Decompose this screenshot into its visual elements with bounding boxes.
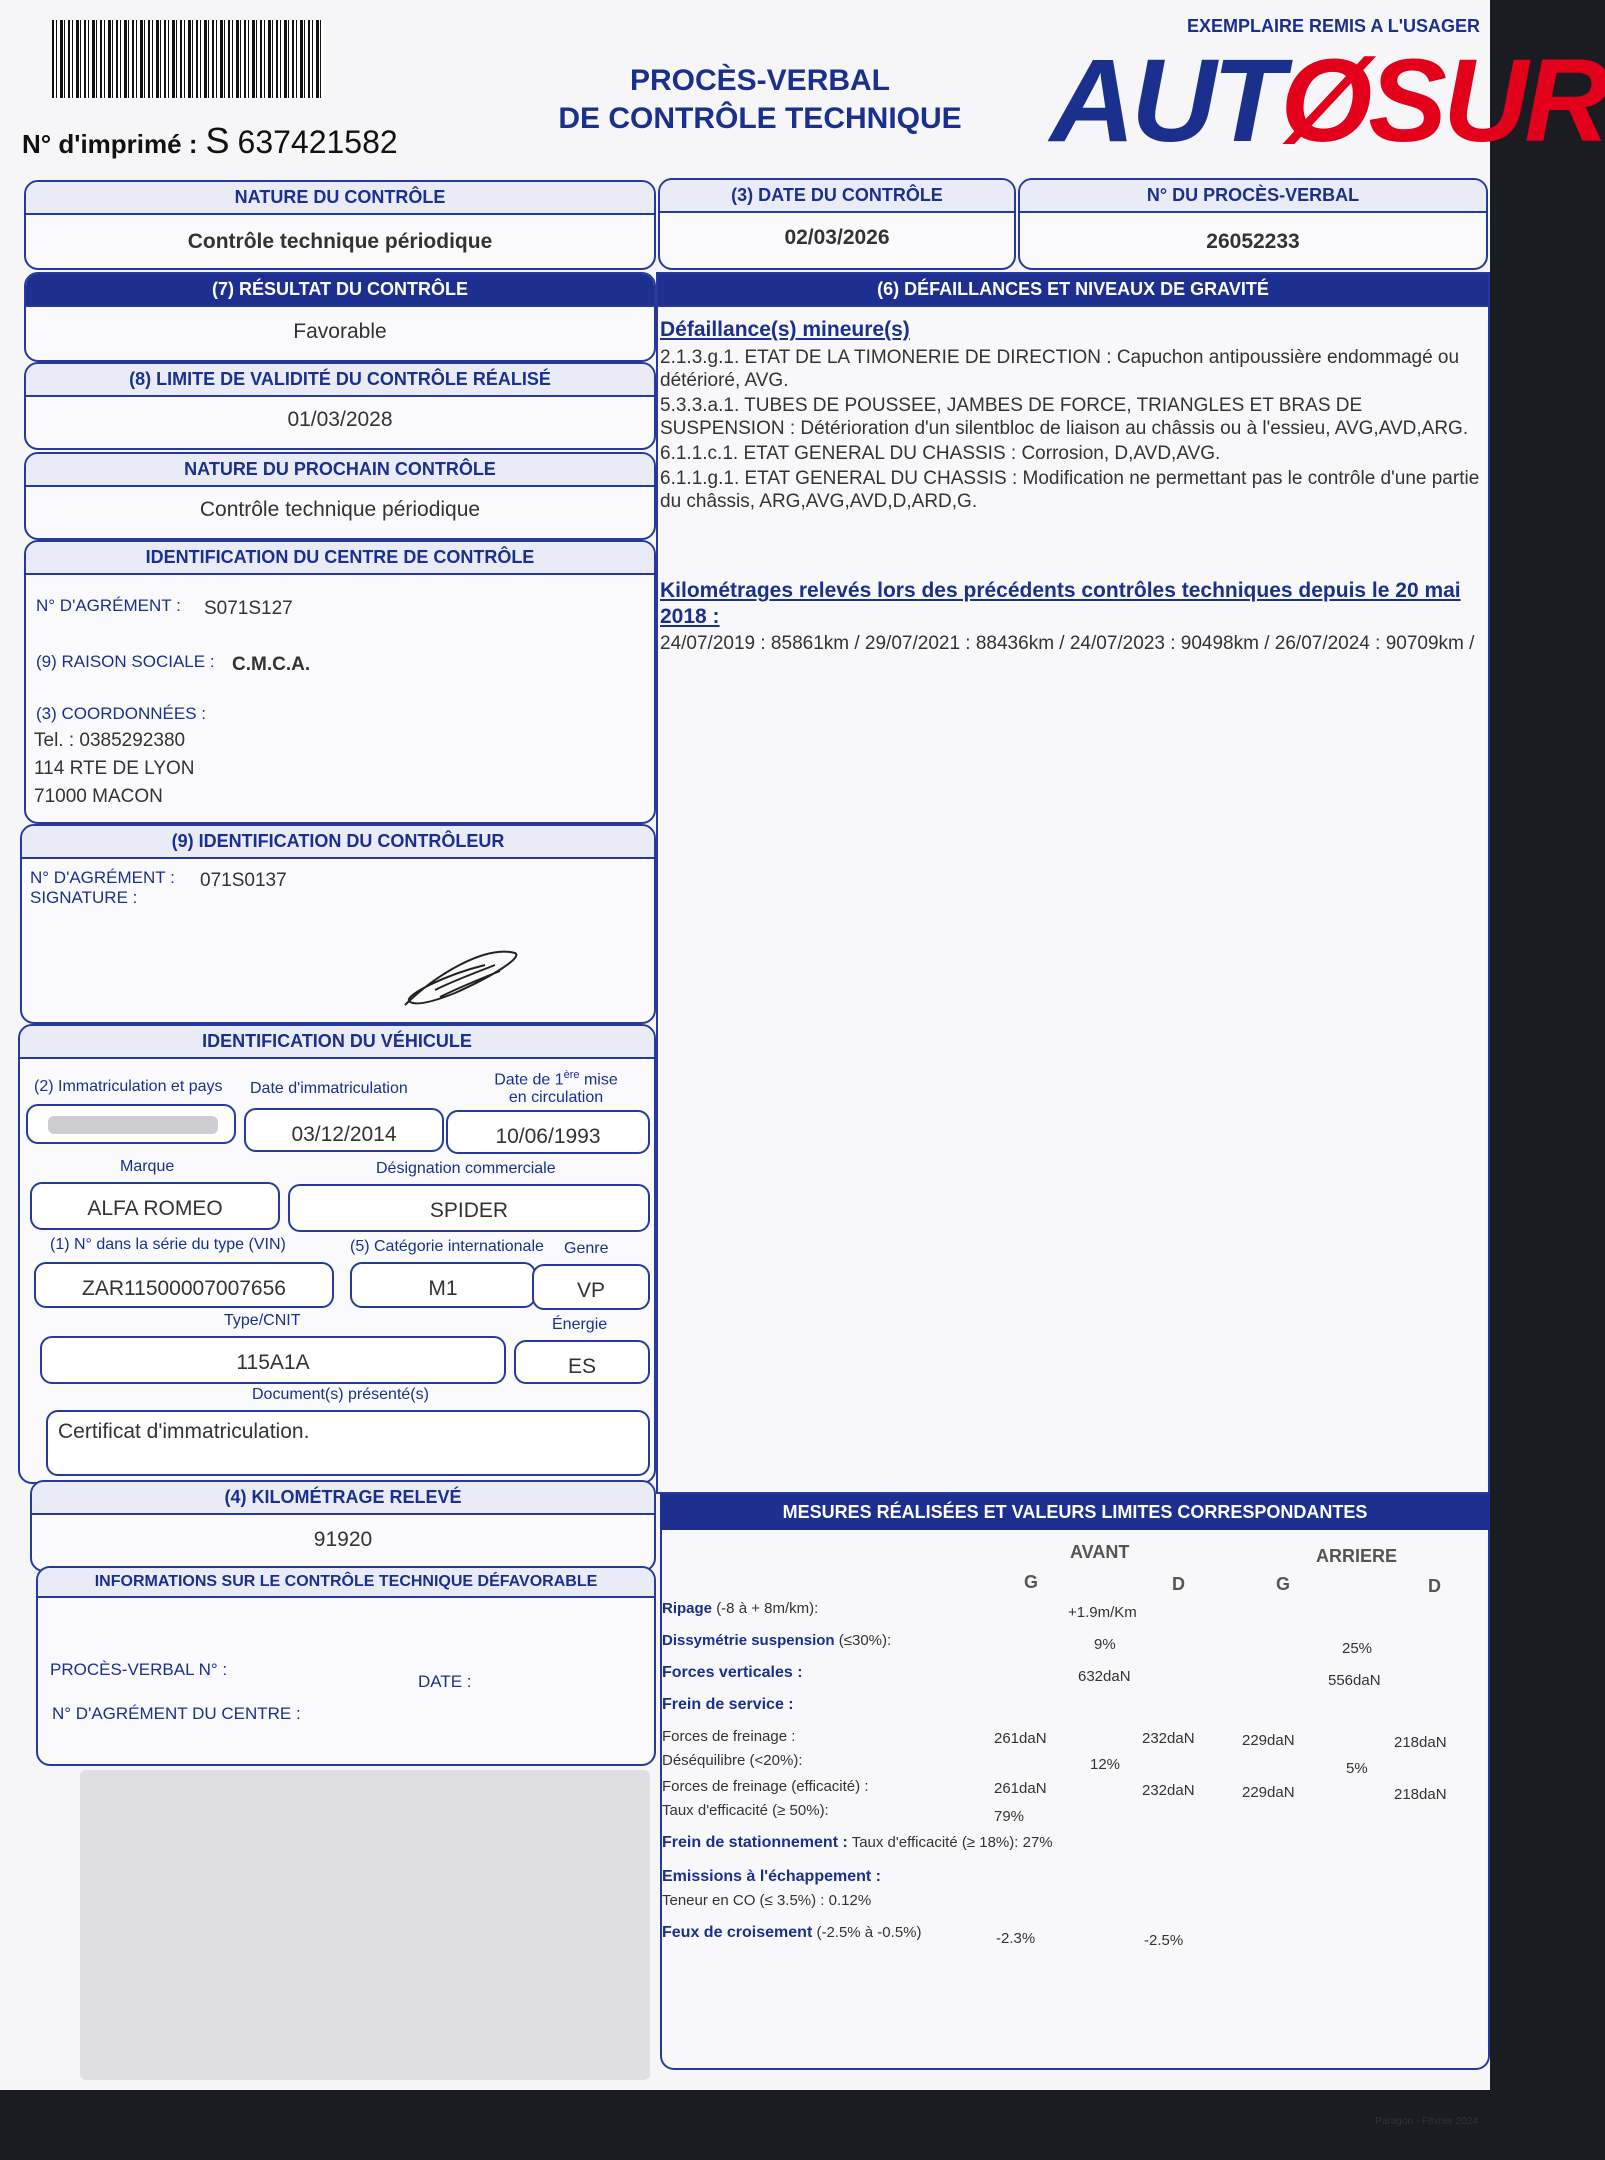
immatriculation-field-redacted <box>26 1104 236 1144</box>
controleur-box <box>20 824 656 1024</box>
centre-address-line-2: 71000 MACON <box>34 786 163 807</box>
premiere-label-b: mise <box>579 1071 618 1089</box>
desequilibre-arriere: 5% <box>1346 1760 1368 1777</box>
forces-freinage-av-d: 232daN <box>1142 1730 1195 1747</box>
defaillance-item: 6.1.1.c.1. ETAT GENERAL DU CHASSIS : Corrosion, D,AVD,AVG. <box>660 443 1221 464</box>
forces-verticales-arriere: 556daN <box>1328 1672 1381 1689</box>
redacted-plate <box>48 1116 218 1134</box>
frein-stationnement-value: Taux d'efficacité (≥ 18%): 27% <box>851 1834 1053 1851</box>
centre-telephone: Tel. : 0385292380 <box>34 730 186 751</box>
raison-sociale-value: C.M.C.A. <box>232 654 311 675</box>
categorie-label: (5) Catégorie internationale <box>350 1238 544 1255</box>
feux-croisement-g: -2.3% <box>996 1930 1036 1947</box>
date-controle-box <box>658 178 1016 270</box>
prochain-controle-value: Contrôle technique périodique <box>199 498 481 521</box>
defaillances-list <box>660 346 1480 515</box>
avant-header: AVANT <box>1070 1542 1130 1562</box>
controleur-agrement-label: N° D'AGRÉMENT : <box>30 868 175 887</box>
resultat-box <box>24 272 656 362</box>
defaillances-mineures-title: Défaillance(s) mineure(s) <box>660 318 910 341</box>
ripage-limit: (-8 à + 8m/km): <box>716 1600 819 1617</box>
vin-label: (1) N° dans la série du type (VIN) <box>50 1236 286 1253</box>
ripage-label: Ripage <box>662 1600 713 1617</box>
genre-label: Genre <box>564 1240 609 1257</box>
designation-label: Désignation commerciale <box>376 1160 556 1177</box>
genre-field: VP <box>532 1264 650 1310</box>
defavorable-pv-label: PROCÈS-VERBAL N° : <box>50 1660 228 1679</box>
kilometrages-precedents-title: Kilométrages relevés lors des précédents contrôles techniques depuis le 20 mai 2018 : <box>660 579 1461 628</box>
forces-efficacite-av-g: 261daN <box>994 1780 1047 1797</box>
numero-pv-header: N° DU PROCÈS-VERBAL <box>1020 180 1486 213</box>
resultat-value: Favorable <box>293 320 387 343</box>
kilometrage-value: 91920 <box>313 1528 373 1551</box>
forces-efficacite-ar-g: 229daN <box>1242 1784 1295 1801</box>
imprime-value: 637421582 <box>237 124 398 160</box>
forces-freinage-ar-g: 229daN <box>1242 1732 1295 1749</box>
premiere-label-c: en circulation <box>508 1089 604 1107</box>
barcode <box>52 20 324 98</box>
taux-efficacite-value: 79% <box>994 1808 1025 1825</box>
frein-stationnement-label: Frein de stationnement : <box>662 1834 848 1851</box>
footer-paragon: Paragon - Février 2024 <box>1375 2116 1478 2127</box>
prochain-controle-header: NATURE DU PROCHAIN CONTRÔLE <box>26 454 654 487</box>
signature-scribble <box>395 935 525 1015</box>
teneur-co: Teneur en CO (≤ 3.5%) : 0.12% <box>662 1892 872 1909</box>
feux-croisement-row <box>662 1924 922 1942</box>
defaillance-item: 5.3.3.a.1. TUBES DE POUSSEE, JAMBES DE FORCE, TRIANGLES ET BRAS DE SUSPENSION : Détérioration d'un silentbloc de liaison au châssis ou à l'essieu, AVG,AVD,ARG. <box>660 395 1469 439</box>
title-line-1: PROCÈS-VERBAL <box>629 64 891 97</box>
limite-validite-header: (8) LIMITE DE VALIDITÉ DU CONTRÔLE RÉALISÉ <box>26 364 654 397</box>
forces-freinage-av-g: 261daN <box>994 1730 1047 1747</box>
immatriculation-label: (2) Immatriculation et pays <box>34 1078 223 1095</box>
mesures-header: MESURES RÉALISÉES ET VALEURS LIMITES CORRESPONDANTES <box>660 1494 1490 1530</box>
energie-label: Énergie <box>552 1316 608 1333</box>
imprime-number <box>22 120 398 162</box>
centre-controle-header: IDENTIFICATION DU CENTRE DE CONTRÔLE <box>26 542 654 575</box>
vin-field: ZAR11500007007656 <box>34 1262 334 1308</box>
centre-controle-box <box>24 540 656 824</box>
frein-service-label: Frein de service : <box>662 1696 794 1713</box>
forces-efficacite-label: Forces de freinage (efficacité) : <box>662 1778 869 1795</box>
signature-label: SIGNATURE : <box>30 888 138 907</box>
defavorable-date-label: DATE : <box>418 1672 472 1691</box>
avant-g-header: G <box>1024 1572 1039 1592</box>
forces-efficacite-ar-d: 218daN <box>1394 1786 1447 1803</box>
kilometrage-header: (4) KILOMÉTRAGE RELEVÉ <box>32 1482 654 1515</box>
forces-freinage-label: Forces de freinage : <box>662 1728 796 1745</box>
centre-address-line-1: 114 RTE DE LYON <box>34 758 195 779</box>
nature-controle-header: NATURE DU CONTRÔLE <box>26 182 654 215</box>
arriere-d-header: D <box>1428 1576 1441 1596</box>
premiere-label-a: Date de 1 <box>494 1071 564 1089</box>
defavorable-agrement-label: N° D'AGRÉMENT DU CENTRE : <box>52 1704 301 1723</box>
exemplaire-label: EXEMPLAIRE REMIS A L'USAGER <box>1187 16 1480 36</box>
centre-agrement-value: S071S127 <box>204 598 293 619</box>
numero-pv-box <box>1018 178 1488 270</box>
ripage-row <box>662 1600 818 1617</box>
categorie-field: M1 <box>350 1262 536 1308</box>
arriere-header: ARRIERE <box>1316 1546 1398 1566</box>
forces-efficacite-av-d: 232daN <box>1142 1782 1195 1799</box>
defavorable-box <box>36 1566 656 1766</box>
autosur-logo <box>1050 35 1605 167</box>
desequilibre-avant: 12% <box>1090 1756 1121 1773</box>
premiere-label-sup: ère <box>563 1069 580 1081</box>
redacted-area <box>80 1770 650 2080</box>
nature-controle-box <box>24 180 656 270</box>
controleur-agrement-value: 071S0137 <box>200 870 287 891</box>
coordonnees-label: (3) COORDONNÉES : <box>36 704 207 723</box>
frein-stationnement-row <box>662 1834 1053 1852</box>
emissions-label: Emissions à l'échappement : <box>662 1868 881 1885</box>
controleur-header: (9) IDENTIFICATION DU CONTRÔLEUR <box>22 826 654 859</box>
imprime-label: N° d'imprimé : <box>22 129 198 159</box>
premiere-circulation-field: 10/06/1993 <box>446 1110 650 1154</box>
feux-croisement-d: -2.5% <box>1144 1932 1184 1949</box>
forces-verticales-avant: 632daN <box>1078 1668 1131 1685</box>
vehicule-header: IDENTIFICATION DU VÉHICULE <box>20 1026 654 1059</box>
ripage-value: +1.9m/Km <box>1068 1604 1137 1621</box>
nature-controle-value: Contrôle technique périodique <box>187 230 493 253</box>
dissymetrie-avant: 9% <box>1094 1636 1116 1653</box>
logo-part-2: ØSUR <box>1280 35 1605 167</box>
forces-freinage-ar-d: 218daN <box>1394 1734 1447 1751</box>
vehicule-box <box>18 1024 656 1484</box>
logo-part-1: AUT <box>1050 35 1281 167</box>
imprime-prefix: S <box>205 120 230 161</box>
type-cnit-field: 115A1A <box>40 1336 506 1384</box>
centre-agrement-label: N° D'AGRÉMENT : <box>36 596 181 615</box>
defaillances-header: (6) DÉFAILLANCES ET NIVEAUX DE GRAVITÉ <box>658 274 1488 307</box>
documents-label: Document(s) présenté(s) <box>252 1386 429 1403</box>
resultat-header: (7) RÉSULTAT DU CONTRÔLE <box>26 274 654 307</box>
taux-efficacite-label: Taux d'efficacité (≥ 50%): <box>662 1802 829 1819</box>
document-title <box>510 62 1010 138</box>
defaillance-item: 6.1.1.g.1. ETAT GENERAL DU CHASSIS : Modification ne permettant pas le contrôle d'une partie du châssis, ARG,AVG,AVD,D,ARD,G. <box>660 468 1480 512</box>
desequilibre-label: Déséquilibre (<20%): <box>662 1752 803 1769</box>
marque-field: ALFA ROMEO <box>30 1182 280 1230</box>
energie-field: ES <box>514 1340 650 1384</box>
date-controle-value: 02/03/2026 <box>784 226 890 249</box>
arriere-g-header: G <box>1276 1574 1291 1594</box>
kilometrage-box <box>30 1480 656 1572</box>
marque-label: Marque <box>120 1158 175 1175</box>
feux-croisement-label: Feux de croisement <box>662 1924 813 1941</box>
title-line-2: DE CONTRÔLE TECHNIQUE <box>558 102 962 135</box>
dissymetrie-label: Dissymétrie suspension <box>662 1632 835 1649</box>
date-immatriculation-field: 03/12/2014 <box>244 1108 444 1152</box>
kilometrages-precedents-text: 24/07/2019 : 85861km / 29/07/2021 : 88436km / 24/07/2023 : 90498km / 26/07/2024 : 90709km / <box>660 633 1475 654</box>
dissymetrie-arriere: 25% <box>1342 1640 1373 1657</box>
limite-validite-box <box>24 362 656 450</box>
dissymetrie-row <box>662 1632 891 1649</box>
numero-pv-value: 26052233 <box>1206 230 1300 253</box>
premiere-circulation-label <box>466 1066 646 1107</box>
defaillance-item: 2.1.3.g.1. ETAT DE LA TIMONERIE DE DIRECTION : Capuchon antipoussière endommagé ou détérioré, AVG. <box>660 347 1460 391</box>
designation-field: SPIDER <box>288 1184 650 1232</box>
prochain-controle-box <box>24 452 656 540</box>
raison-sociale-label: (9) RAISON SOCIALE : <box>36 652 215 671</box>
dissymetrie-limit: (≤30%): <box>838 1632 892 1649</box>
forces-verticales-label: Forces verticales : <box>662 1664 803 1681</box>
date-immatriculation-label: Date d'immatriculation <box>250 1080 408 1097</box>
date-controle-header: (3) DATE DU CONTRÔLE <box>660 180 1014 213</box>
defavorable-header: INFORMATIONS SUR LE CONTRÔLE TECHNIQUE DÉFAVORABLE <box>38 1568 654 1598</box>
type-cnit-label: Type/CNIT <box>224 1312 301 1329</box>
documents-field: Certificat d'immatriculation. <box>46 1410 650 1476</box>
feux-croisement-limit: (-2.5% à -0.5%) <box>816 1924 922 1941</box>
limite-validite-value: 01/03/2028 <box>287 408 393 431</box>
avant-d-header: D <box>1172 1574 1185 1594</box>
